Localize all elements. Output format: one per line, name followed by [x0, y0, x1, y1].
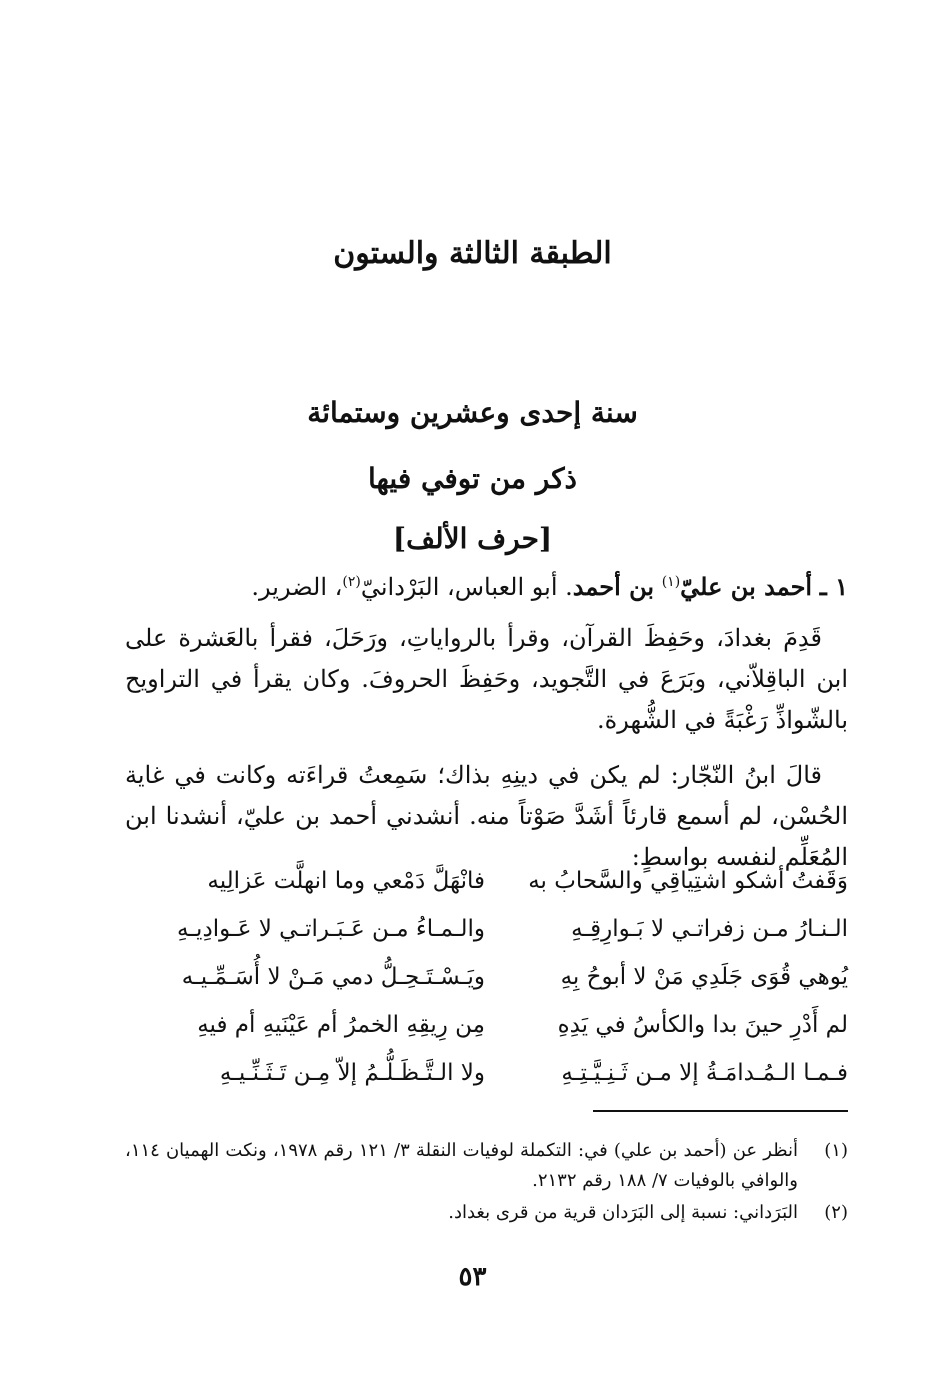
verse-first-hemistich: فـمـا الـمُـدامَـةُ إلا مـن ثَـنِـيَّـتِـهِ [561, 1060, 848, 1086]
footnote [125, 1136, 848, 1196]
deaths-heading: ذكر من توفي فيها [367, 462, 578, 495]
entry-kunya: . أبو العباس، البَرْدانيّ [360, 573, 573, 601]
entry-epithet: ، الضرير. [251, 573, 343, 601]
verse-first-hemistich: يُوهي قُوَى جَلَدِي مَنْ لا أبوحُ بِهِ [560, 964, 848, 990]
poem-verse [125, 1012, 848, 1060]
footnote-number: (٢) [824, 1202, 848, 1223]
section-title: الطبقة الثالثة والستون [333, 236, 612, 271]
verse-first-hemistich: الـنـارُ مـن زفراتـي لا بَـوارِقِـهِ [571, 916, 848, 942]
verse-first-hemistich: لم أَدْرِ حينَ بدا والكأسُ في يَدِهِ [557, 1012, 848, 1038]
footnote-separator [593, 1110, 848, 1112]
verse-second-hemistich: ويَـسْـتَـحِـلُّ دمي مَـنْ لا أُسَـمِّـيـه [181, 964, 485, 990]
footnote-ref-2: (٢) [342, 574, 361, 590]
letter-heading: [حرف الألف] [392, 522, 553, 555]
verse-second-hemistich: ولا الـتَّـظَـلُّـمُ إلاّ مِـن تَـثَـنِّـيـهِ [219, 1060, 485, 1086]
year-heading: سنة إحدى وعشرين وستمائة [307, 396, 638, 429]
entry-heading [120, 572, 848, 601]
footnote-text: البَرَداني: نسبة إلى البَرَدان قرية من قرى بغداد. [448, 1202, 798, 1223]
verse-first-hemistich: وَقَفتُ أشكو اشتِياقِي والسَّحابُ به [528, 868, 848, 894]
entry-name: أحمد بن عليّ [680, 572, 813, 601]
verse-second-hemistich: فانْهَلَّ دَمْعي وما انهلَّت عَزالِيه [207, 868, 485, 894]
verse-second-hemistich: والـمـاءُ مـن عَـبَـراتـي لا عَـوادِيـهِ [176, 916, 485, 942]
footnote [125, 1198, 848, 1228]
entry-number: ١ ـ [819, 572, 848, 601]
footnote-ref-1: (١) [661, 574, 681, 590]
quote-paragraph: قالَ ابنُ النّجّار: لم يكن في دينِهِ بذاك؛ سَمِعتُ قراءَته وكانت في غاية الحُسْن، لم أسمع قارئاً أشَدَّ صَوْتاً منه. أنشدني أحمد بن عليّ، أنشدنا ابن المُعَلِّم لنفسه بواسطٍ: [125, 761, 848, 871]
footnote-number: (١) [824, 1140, 848, 1161]
poem-verse [125, 964, 848, 1012]
entry-name-continued: بن أحمد [572, 572, 655, 601]
verse-second-hemistich: مِن رِيقِهِ الخمرُ أم عَيْنَيهِ أم فيهِ [197, 1012, 485, 1038]
page-number: ٥٣ [458, 1262, 487, 1292]
footnote-text: أنظر عن (أحمد بن علي) في: التكملة لوفيات النقلة ٣/ ١٢١ رقم ١٩٧٨، ونكت الهميان ١١٤، والوافي بالوفيات ٧/ ١٨٨ رقم ٢١٣٢. [125, 1140, 798, 1191]
poem-verse [125, 1060, 848, 1108]
poem-verse [125, 868, 848, 916]
biography-paragraph: قَدِمَ بغدادَ، وحَفِظَ القرآن، وقرأ بالرواياتِ، ورَحَلَ، فقرأ بالعَشرة على ابن الباقِلاّني، وبَرَعَ في التَّجويد، وحَفِظَ الحروفَ. وكان يقرأ في التراويح بالشّواذِّ رَغْبَةً في الشُّهرة. [125, 624, 848, 734]
poem [125, 868, 848, 1108]
poem-verse [125, 916, 848, 964]
